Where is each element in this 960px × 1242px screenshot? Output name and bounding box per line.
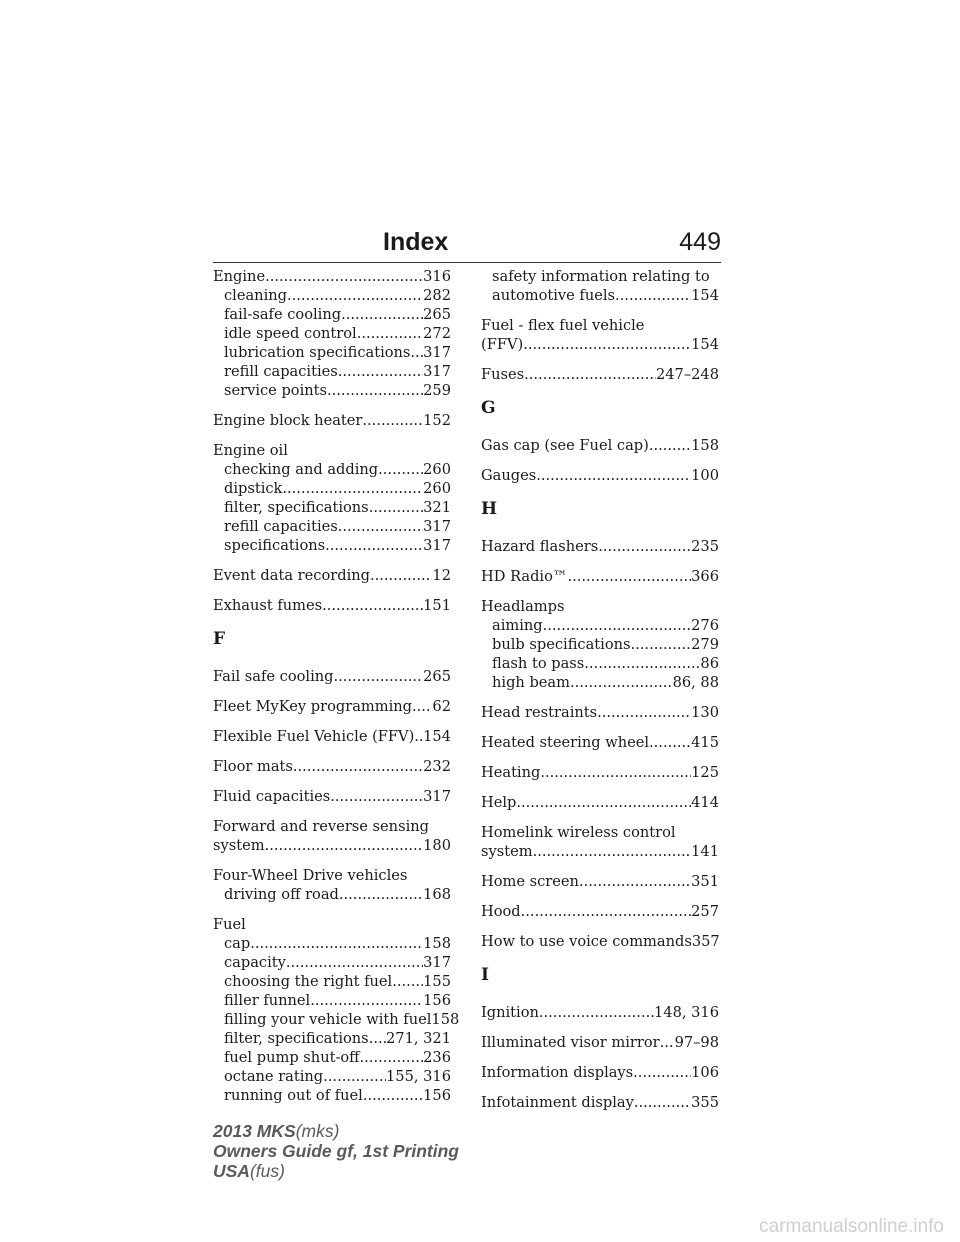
index-page-ref: 271, 321	[386, 1030, 451, 1047]
index-entry-line	[481, 567, 719, 586]
index-entry	[481, 703, 719, 722]
index-page-ref: 232	[423, 758, 451, 775]
dot-leader	[410, 343, 423, 362]
index-entry-line	[213, 411, 451, 430]
index-subentry	[481, 616, 719, 635]
index-subentry	[481, 286, 719, 305]
index-page-ref: 265	[423, 306, 451, 323]
index-page-ref: 317	[423, 363, 451, 380]
index-entry	[481, 537, 719, 556]
index-page-ref: 180	[423, 837, 451, 854]
dot-leader	[412, 697, 432, 716]
index-term: Head restraints	[481, 704, 598, 721]
index-subentry	[481, 673, 719, 692]
index-entry	[213, 915, 460, 1105]
index-subentry	[213, 517, 451, 536]
index-entry-line	[481, 537, 719, 556]
index-letter-heading: F	[213, 629, 226, 649]
index-page-ref: 357	[691, 933, 720, 950]
index-term: checking and adding	[224, 461, 379, 478]
index-page-ref: 156	[423, 1087, 451, 1104]
index-term: Floor mats	[213, 758, 293, 775]
index-subentry	[213, 305, 451, 324]
index-entry-line	[481, 823, 719, 842]
index-entry	[481, 902, 719, 921]
index-page-ref: 321	[423, 499, 451, 516]
index-term: bulb specifications	[492, 636, 631, 653]
index-term: fail-safe cooling	[224, 306, 342, 323]
index-subentry	[213, 381, 451, 400]
index-subentry	[213, 972, 451, 991]
index-term: filter, specifications	[224, 1030, 369, 1047]
index-term: specifications	[224, 537, 326, 554]
index-entry-line	[481, 1003, 719, 1022]
index-term: high beam	[492, 674, 570, 691]
dot-leader	[310, 991, 423, 1010]
index-entry	[481, 1093, 719, 1112]
page-number: 449	[679, 228, 721, 256]
index-term: Fuel - flex fuel vehicle	[481, 317, 645, 334]
index-page-ref: 279	[691, 636, 719, 653]
index-page-ref: 265	[423, 668, 451, 685]
footer-model-code: (mks)	[295, 1121, 340, 1141]
index-entry	[481, 1063, 719, 1082]
index-term: driving off road	[224, 886, 339, 903]
index-term: Fuel	[213, 916, 246, 933]
dot-leader	[660, 1033, 675, 1052]
index-page-ref: 260	[423, 461, 451, 478]
index-term: Fail safe cooling	[213, 668, 334, 685]
index-page-ref: 156	[423, 992, 451, 1009]
index-term: Four-Wheel Drive vehicles	[213, 867, 408, 884]
index-page-ref: 236	[423, 1049, 451, 1066]
dot-leader	[598, 537, 691, 556]
dot-leader	[536, 466, 691, 485]
index-subentry	[213, 536, 451, 555]
index-subentry	[213, 1010, 460, 1029]
index-term: Hood	[481, 903, 521, 920]
index-term: system	[213, 837, 265, 854]
dot-leader	[322, 596, 423, 615]
index-term: safety information relating to	[492, 268, 710, 285]
index-subentry	[213, 1048, 451, 1067]
index-term: Engine	[213, 268, 266, 285]
dot-leader	[265, 836, 424, 855]
index-term: Information displays	[481, 1064, 634, 1081]
index-entry	[213, 411, 451, 430]
index-page-ref: 86	[700, 655, 719, 672]
index-page-ref: 317	[423, 788, 451, 805]
index-term: Engine block heater	[213, 412, 363, 429]
dot-leader	[341, 305, 423, 324]
footer-region: USA	[213, 1161, 250, 1181]
index-term: Forward and reverse sensing	[213, 818, 429, 835]
index-entry-line	[481, 1063, 719, 1082]
index-page-ref: 316	[423, 268, 451, 285]
dot-leader	[516, 793, 691, 812]
index-page-ref: 259	[423, 382, 451, 399]
index-entry-line	[481, 1033, 719, 1052]
index-term: fuel pump shut-off	[224, 1049, 360, 1066]
dot-leader	[250, 934, 423, 953]
index-entry	[213, 817, 451, 855]
index-letter-heading: H	[481, 499, 498, 519]
index-entry-line	[213, 757, 451, 776]
index-entry-line	[213, 727, 451, 746]
index-subentry	[213, 362, 451, 381]
index-entry	[213, 566, 451, 585]
footer-guide: Owners Guide gf, 1st Printing	[213, 1141, 459, 1161]
index-term: Heated steering wheel	[481, 734, 650, 751]
page-title: Index	[383, 228, 449, 256]
index-term: filling your vehicle with fuel	[224, 1011, 432, 1028]
index-page-ref: 154	[691, 287, 719, 304]
dot-leader	[634, 1093, 691, 1112]
index-entry-line	[481, 932, 719, 951]
index-term: aiming	[492, 617, 543, 634]
index-term: Homelink wireless control	[481, 824, 676, 841]
index-term: Ignition	[481, 1004, 539, 1021]
index-entry-line	[213, 596, 451, 615]
index-entry	[481, 1033, 719, 1052]
index-entry	[213, 727, 451, 746]
dot-leader	[286, 953, 423, 972]
dot-leader	[323, 1067, 386, 1086]
footer-guide-line	[213, 1141, 459, 1161]
dot-leader	[521, 902, 691, 921]
index-subentry	[213, 479, 451, 498]
dot-leader	[597, 703, 691, 722]
index-page-ref: 155, 316	[386, 1068, 451, 1085]
index-entry-line	[481, 335, 719, 354]
dot-leader	[539, 1003, 654, 1022]
index-term: Infotainment display	[481, 1094, 634, 1111]
page-header	[213, 228, 721, 260]
index-page-ref: 415	[691, 734, 719, 751]
index-term: Illuminated visor mirror	[481, 1034, 660, 1051]
dot-leader	[567, 567, 691, 586]
index-page-ref: 355	[691, 1094, 719, 1111]
dot-leader	[584, 654, 700, 673]
index-entry	[213, 596, 451, 615]
index-subentry	[213, 885, 451, 904]
index-entry	[481, 872, 719, 891]
dot-leader	[579, 872, 691, 891]
index-page-ref: 155	[423, 973, 451, 990]
index-entry	[481, 436, 719, 455]
index-page-ref: 257	[691, 903, 719, 920]
index-page-ref: 151	[423, 597, 451, 614]
index-entry	[481, 316, 719, 354]
index-term: filter, specifications	[224, 499, 369, 516]
index-page-ref: 62	[432, 698, 451, 715]
index-entry-line	[481, 316, 719, 335]
index-term: service points	[224, 382, 328, 399]
index-term: lubrication specifications	[224, 344, 411, 361]
index-term: Fuses	[481, 366, 525, 383]
index-term: Headlamps	[481, 598, 565, 615]
index-page-ref: 106	[691, 1064, 719, 1081]
index-term: Heating	[481, 764, 541, 781]
footer-model-line	[213, 1121, 459, 1141]
index-entry-line	[213, 817, 451, 836]
index-entry	[481, 793, 719, 812]
index-page-ref: 154	[691, 336, 719, 353]
index-entry-line	[481, 872, 719, 891]
index-entry-line	[213, 566, 451, 585]
index-term: Flexible Fuel Vehicle (FFV)	[213, 728, 415, 745]
index-subentry	[213, 1086, 451, 1105]
index-page-ref: 317	[423, 344, 451, 361]
index-term: automotive fuels	[492, 287, 616, 304]
index-page-ref: 317	[423, 537, 451, 554]
dot-leader	[378, 460, 423, 479]
index-page-ref: 86, 88	[672, 674, 719, 691]
index-term: Gas cap (see Fuel cap)	[481, 437, 649, 454]
index-term: refill capacities	[224, 363, 338, 380]
index-entry	[213, 267, 451, 400]
dot-leader	[339, 885, 423, 904]
index-term: octane rating	[224, 1068, 324, 1085]
index-term: refill capacities	[224, 518, 338, 535]
index-entry	[481, 823, 719, 861]
index-term: Exhaust fumes	[213, 597, 323, 614]
watermark: carmanualsonline.info	[759, 1216, 944, 1237]
index-page-ref: 125	[691, 764, 719, 781]
dot-leader	[282, 479, 423, 498]
index-subentry	[481, 635, 719, 654]
index-page-ref: 317	[423, 518, 451, 535]
index-entry	[481, 267, 719, 305]
index-entry	[213, 697, 451, 716]
footer-region-code: (fus)	[249, 1161, 285, 1181]
index-page-ref: 154	[423, 728, 451, 745]
index-subentry	[213, 934, 451, 953]
index-term: Fleet MyKey programming	[213, 698, 412, 715]
dot-leader	[392, 972, 423, 991]
index-subentry	[213, 324, 451, 343]
index-entry	[213, 787, 451, 806]
index-subentry	[481, 654, 719, 673]
index-page-ref: 276	[691, 617, 719, 634]
index-page-ref: 152	[423, 412, 451, 429]
index-page-ref: 158	[431, 1011, 460, 1028]
index-entry-line	[213, 441, 451, 460]
index-term: How to use voice commands	[481, 933, 692, 950]
dot-leader	[570, 673, 673, 692]
index-term: capacity	[224, 954, 286, 971]
index-entry-line	[481, 1093, 719, 1112]
dot-leader	[362, 411, 423, 430]
dot-leader	[330, 787, 423, 806]
index-subentry	[213, 286, 451, 305]
index-term: cap	[224, 935, 251, 952]
dot-leader	[287, 286, 423, 305]
dot-leader	[360, 1048, 424, 1067]
index-entry-line	[481, 763, 719, 782]
index-term: Event data recording	[213, 567, 370, 584]
index-page-ref: 282	[423, 287, 451, 304]
index-page-ref: 168	[423, 886, 451, 903]
index-term: running out of fuel	[224, 1087, 363, 1104]
index-letter-heading: I	[481, 965, 489, 985]
index-page-ref: 260	[423, 480, 451, 497]
index-entry	[213, 441, 451, 555]
index-term: Hazard flashers	[481, 538, 599, 555]
index-entry	[481, 567, 719, 586]
index-entry-line	[481, 466, 719, 485]
index-entry	[213, 757, 451, 776]
index-entry	[481, 365, 719, 384]
index-page-ref: 12	[432, 567, 451, 584]
footer-model: 2013 MKS	[213, 1121, 296, 1141]
index-entry-line	[213, 267, 451, 286]
index-term: filler funnel	[224, 992, 311, 1009]
dot-leader	[338, 517, 423, 536]
dot-leader	[338, 362, 423, 381]
dot-leader	[615, 286, 691, 305]
index-entry	[481, 466, 719, 485]
dot-leader	[633, 1063, 691, 1082]
index-page-ref: 97–98	[674, 1034, 719, 1051]
index-entry-line	[213, 697, 451, 716]
index-page-ref: 130	[691, 704, 719, 721]
dot-leader	[533, 842, 692, 861]
index-entry	[213, 667, 451, 686]
dot-leader	[334, 667, 424, 686]
index-entry	[481, 733, 719, 752]
index-subentry	[213, 498, 451, 517]
index-entry-line	[213, 667, 451, 686]
index-entry-line	[481, 842, 719, 861]
index-page-ref: 247–248	[655, 366, 719, 383]
index-term: Help	[481, 794, 517, 811]
index-page-ref: 414	[691, 794, 719, 811]
dot-leader	[369, 1029, 386, 1048]
index-entry-line	[213, 836, 451, 855]
index-entry-line	[481, 365, 719, 384]
index-column-right	[481, 267, 719, 1123]
index-entry	[481, 763, 719, 782]
index-term: Gauges	[481, 467, 537, 484]
dot-leader	[524, 365, 656, 384]
index-page-ref: 141	[691, 843, 719, 860]
index-term: cleaning	[224, 287, 287, 304]
dot-leader	[631, 635, 692, 654]
index-entry-line	[213, 866, 451, 885]
index-subentry	[213, 1067, 451, 1086]
dot-leader	[293, 757, 423, 776]
index-term: Home screen	[481, 873, 579, 890]
index-entry-line	[213, 915, 451, 934]
index-page-ref: 351	[691, 873, 719, 890]
dot-leader	[649, 436, 691, 455]
dot-leader	[540, 763, 691, 782]
index-entry	[481, 597, 719, 692]
index-term: (FFV)	[481, 336, 524, 353]
index-term: HD Radio™	[481, 568, 568, 585]
dot-leader	[543, 616, 692, 635]
index-page-ref: 158	[423, 935, 451, 952]
index-term: dipstick	[224, 480, 283, 497]
index-column-left	[213, 267, 460, 1116]
footer-region-line	[213, 1161, 459, 1181]
dot-leader	[523, 335, 691, 354]
index-entry-line	[481, 597, 719, 616]
index-entry	[213, 866, 451, 904]
dot-leader	[370, 566, 432, 585]
index-subentry	[213, 343, 451, 362]
index-term: Fluid capacities	[213, 788, 331, 805]
index-subentry	[481, 267, 719, 286]
index-term: idle speed control	[224, 325, 357, 342]
dot-leader	[414, 727, 423, 746]
index-subentry	[213, 1029, 451, 1048]
dot-leader	[265, 267, 423, 286]
index-entry-line	[481, 436, 719, 455]
index-page-ref: 366	[691, 568, 719, 585]
index-letter-heading: G	[481, 398, 496, 418]
index-term: choosing the right fuel	[224, 973, 393, 990]
index-term: Engine oil	[213, 442, 288, 459]
dot-leader	[649, 733, 691, 752]
index-entry-line	[481, 733, 719, 752]
dot-leader	[357, 324, 423, 343]
index-page-ref: 148, 316	[654, 1004, 719, 1021]
index-entry-line	[481, 703, 719, 722]
dot-leader	[325, 536, 423, 555]
dot-leader	[369, 498, 423, 517]
dot-leader	[327, 381, 423, 400]
index-page-ref: 317	[423, 954, 451, 971]
index-entry	[481, 1003, 719, 1022]
dot-leader	[363, 1086, 423, 1105]
index-subentry	[213, 460, 451, 479]
index-page-ref: 158	[691, 437, 719, 454]
index-entry	[481, 932, 719, 951]
index-subentry	[213, 953, 451, 972]
index-entry-line	[481, 793, 719, 812]
index-page-ref: 272	[423, 325, 451, 342]
header-rule	[213, 262, 721, 263]
index-subentry	[213, 991, 451, 1010]
index-term: system	[481, 843, 533, 860]
index-entry-line	[481, 902, 719, 921]
index-page-ref: 235	[691, 538, 719, 555]
footer	[213, 1121, 459, 1181]
index-page-ref: 100	[691, 467, 719, 484]
index-term: flash to pass	[492, 655, 585, 672]
index-entry-line	[213, 787, 451, 806]
